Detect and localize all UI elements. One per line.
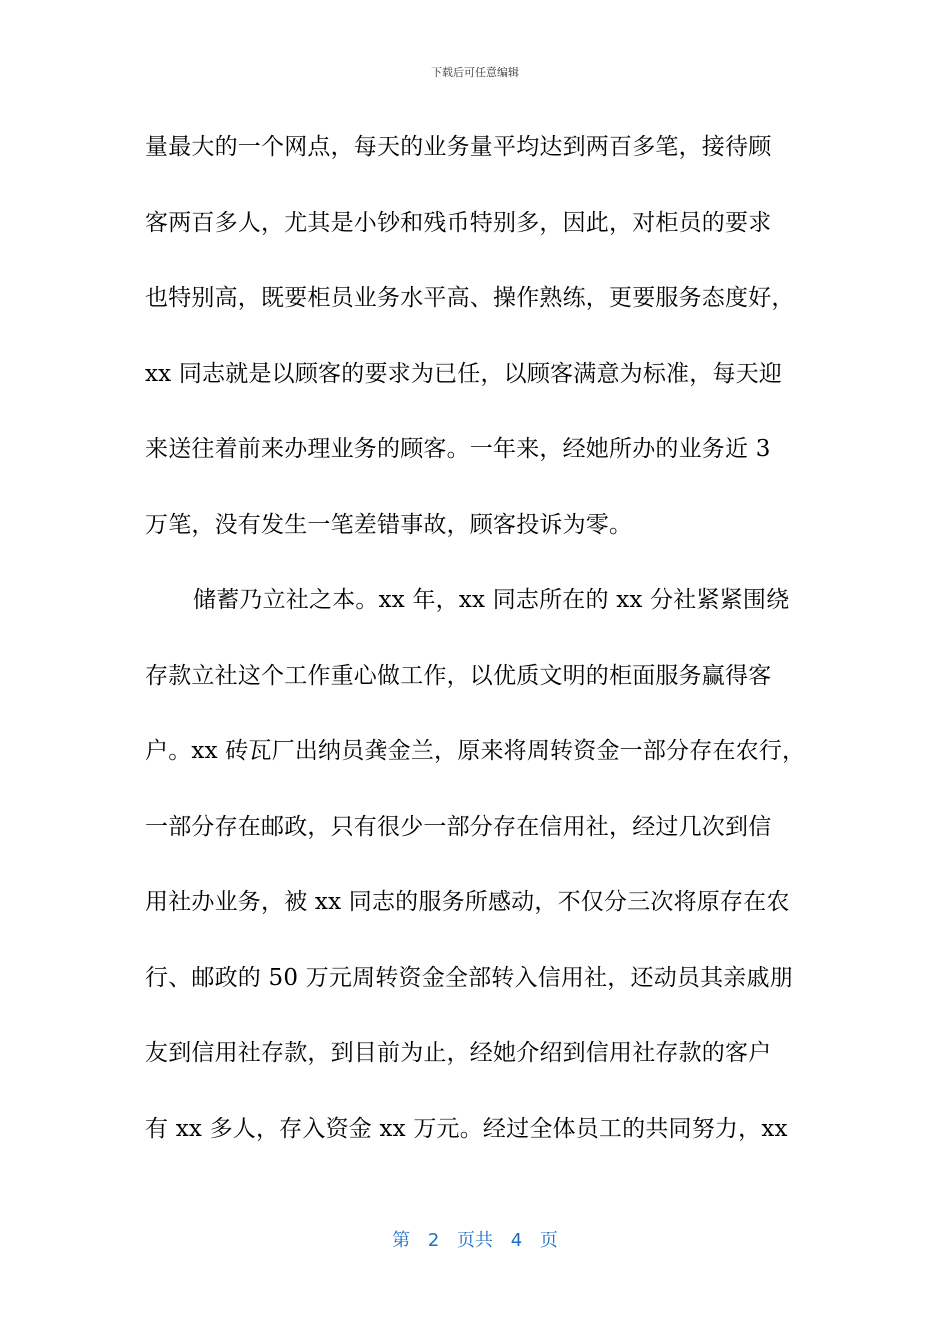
text-line: xx 同志就是以顾客的要求为已任，以顾客满意为标准，每天迎 [145,360,783,387]
text-line: 户。xx 砖瓦厂出纳员龚金兰，原来将周转资金一部分存在农行， [145,738,806,764]
text-line: 也特别高，既要柜员业务水平高、操作熟练，更要服务态度好， [145,285,795,311]
text-line: 友到信用社存款，到目前为止，经她介绍到信用社存款的客户 [145,1040,772,1066]
text-line: 存款立社这个工作重心做工作，以优质文明的柜面服务赢得客 [145,662,772,689]
text-line: 来送往着前来办理业务的顾客。一年来，经她所办的业务近 3 [145,436,771,462]
text-line: 量最大的一个网点，每天的业务量平均达到两百多笔，接待顾 [145,134,772,160]
text-line: 行、邮政的 50 万元周转资金全部转入信用社，还动员其亲戚朋 [145,964,793,991]
text-line: 万笔，没有发生一笔差错事故，顾客投诉为零。 [145,511,633,538]
page-header-note: 下载后可任意编辑 [431,66,519,79]
paragraph-start-line: 储蓄乃立社之本。xx 年，xx 同志所在的 xx 分社紧紧围绕 [193,587,790,613]
text-line: 客两百多人，尤其是小钞和残币特别多，因此，对柜员的要求 [145,209,772,236]
document-body [145,119,817,1176]
page-number-footer: 第 2 页共 4 页 [392,1230,558,1251]
text-line: 用社办业务，被 xx 同志的服务所感动，不仅分三次将原存在农 [145,889,790,915]
text-line: 一部分存在邮政，只有很少一部分存在信用社，经过几次到信 [145,813,772,840]
text-line: 有 xx 多人，存入资金 xx 万元。经过全体员工的共同努力，xx [145,1115,788,1142]
